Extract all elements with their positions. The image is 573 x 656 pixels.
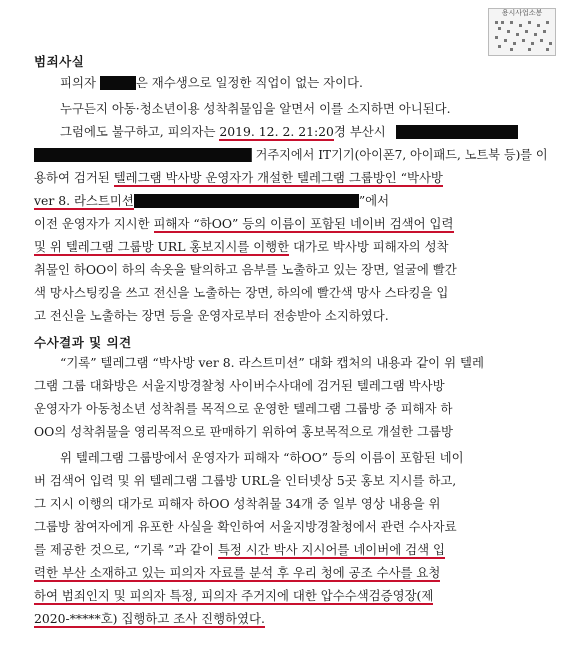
stamp-label: 용시사업소봉 — [501, 9, 543, 17]
text-line: 그룹방 참여자에게 유포한 사실을 확인하여 서울지방경찰청에서 관련 수사자료 — [34, 519, 457, 534]
redaction-block — [34, 148, 252, 162]
section-title-investigation: 수사결과 및 의견 — [34, 335, 132, 350]
text-line: 거주지에서 IT기기(아이폰7, 아이패드, 노트북 등)를 이 — [34, 147, 548, 163]
section-title-crime-facts: 범죄사실 — [34, 54, 85, 69]
text-line: 이전 운영자가 지시한 피해자 “하OO” 등의 이름이 포함된 네이버 검색어 입력 — [34, 216, 454, 231]
text-line: 2020-*****호) 집행하고 조사 진행하였다. — [34, 611, 265, 626]
redaction-block — [100, 76, 136, 90]
redaction-block — [396, 125, 518, 139]
redaction-block — [134, 194, 359, 208]
text-line: 용하여 검거된 텔레그램 박사방 운영자가 개설한 텔레그램 그룹방인 “박사방 — [34, 170, 443, 185]
text-line: 및 위 텔레그램 그룹방 URL 홍보지시를 이행한 대가로 박사방 피해자의 성착 — [34, 239, 449, 254]
text-line: 피의자 은 재수생으로 일정한 직업이 없는 자이다. — [60, 75, 363, 90]
text-line: 하여 범죄인지 및 피의자 특정, 피의자 주거지에 대한 압수수색검증영장(제 — [34, 588, 434, 603]
text-line: 누구든지 아동·청소년이용 성착취물임을 알면서 이를 소지하면 아니된다. — [60, 101, 451, 116]
text-line: 운영자가 아동청소년 성착취를 목적으로 운영한 텔레그램 그룹방 중 피해자 하 — [34, 401, 453, 416]
text-line: 그램 그룹 대화방은 서울지방경찰청 사이버수사대에 검거된 텔레그램 박사방 — [34, 378, 445, 393]
text-line: 위 텔레그램 그룹방에서 운영자가 피해자 “하OO” 등의 이름이 포함된 네이 — [60, 450, 464, 465]
text-line: 그 지시 이행의 대가로 피해자 하OO 성착취물 34개 중 일부 영상 내용을 위 — [34, 496, 441, 511]
text-line: OO의 성착취물을 영리목적으로 판매하기 위하여 홍보목적으로 개설한 그룹방 — [34, 424, 453, 439]
text-line: 고 전신을 노출하는 장면 등을 운영자로부터 전송받아 소지하였다. — [34, 308, 389, 323]
text-line: 그럼에도 불구하고, 피의자는 2019. 12. 2. 21:20경 부산시 — [60, 124, 518, 140]
stamp-qr-icon — [488, 8, 556, 56]
text-line: 를 제공한 것으로, “기록 ”과 같이 특정 시간 박사 지시어를 네이버에 검색 입 — [34, 542, 445, 557]
text-line: 력한 부산 소재하고 있는 피의자 자료를 분석 후 우리 청에 공조 수사를 요청 — [34, 565, 441, 580]
text-line: 취물인 하OO이 하의 속옷을 탈의하고 음부를 노출하고 있는 장면, 얼굴에 빨간 — [34, 262, 457, 277]
text-line: “기록” 텔레그램 “박사방 ver 8. 라스트미션” 대화 캡처의 내용과 같이 위 텔레 — [60, 355, 484, 370]
text-line: 색 망사스팅킹을 쓰고 전신을 노출하는 장면, 하의에 빨간색 망사 스타킹을 입 — [34, 285, 449, 300]
text-line: ver 8. 라스트미션 ”에서 — [34, 193, 390, 208]
text-line: 버 검색어 입력 및 위 텔레그램 그룹방 URL을 인터넷상 5곳 홍보 지시를 하고, — [34, 473, 457, 488]
